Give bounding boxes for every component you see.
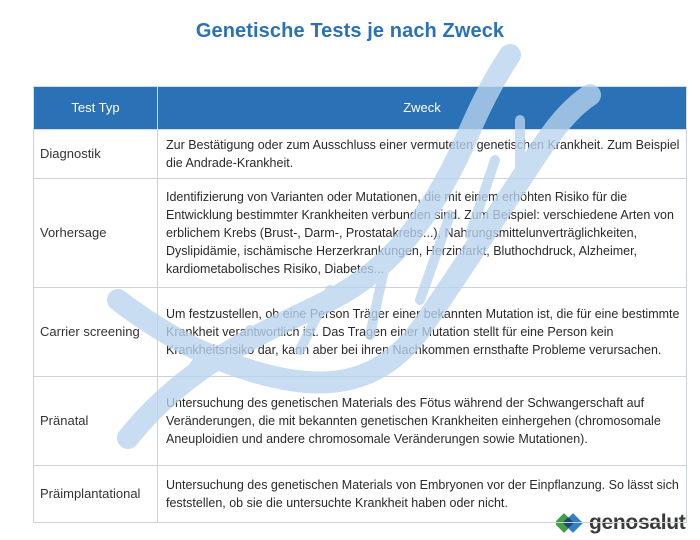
table-header-row bbox=[34, 87, 687, 130]
test-type-cell: Carrier screening bbox=[34, 288, 158, 377]
column-header-purpose: Zweck bbox=[158, 87, 687, 130]
purpose-cell: Identifizierung von Varianten oder Mutationen, die mit einem erhöhten Risiko für die Entwicklung bestimmter Krankheiten verbunden sind. Zum Beispiel: verschiedene Arten von erblichem Krebs (Brust-, Darm-, Prostatakrebs...), Nahrungsmittelunverträglichkeiten, Dyslipidämie, ischämische Herzerkrankungen, Herzinfarkt, Bluthochdruck, Alzheimer, kardiometabolisches Risiko, Diabetes... bbox=[158, 179, 687, 288]
column-header-test-type: Test Typ bbox=[34, 87, 158, 130]
purpose-cell: Zur Bestätigung oder zum Ausschluss einer vermuteten genetischen Krankheit. Zum Beispiel die Andrade-Krankheit. bbox=[158, 130, 687, 179]
test-type-cell: Pränatal bbox=[34, 377, 158, 466]
purpose-cell: Untersuchung des genetischen Materials des Fötus während der Schwangerschaft auf Veränderungen, die mit bekannten genetischen Krankheiten einhergehen (chromosomale Aneuploidien und andere chromosomale Veränderungen sowie Mutationen). bbox=[158, 377, 687, 466]
genetic-tests-table bbox=[33, 86, 687, 523]
table-row bbox=[34, 130, 687, 179]
test-type-cell: Vorhersage bbox=[34, 179, 158, 288]
table-row bbox=[34, 377, 687, 466]
page-title: Genetische Tests je nach Zweck bbox=[195, 20, 505, 42]
purpose-cell: Um festzustellen, ob eine Person Träger einer bekannten Mutation ist, die für eine bestimmte Krankheit verantwortlich ist. Das Tragen einer Mutation stellt für eine Person kein Krankheitsrisiko dar, kann aber bei ihren Nachkommen ernsthafte Probleme verursachen. bbox=[158, 288, 687, 377]
test-type-cell: Präimplantational bbox=[34, 466, 158, 523]
logo-wordmark: genosalut bbox=[589, 511, 686, 534]
table-row bbox=[34, 179, 687, 288]
table-row bbox=[34, 288, 687, 377]
table-row bbox=[34, 466, 687, 523]
purpose-cell: Untersuchung des genetischen Materials von Embryonen vor der Einpflanzung. So lässt sich feststellen, ob sie die untersuchte Krankheit haben oder nicht. bbox=[158, 466, 687, 523]
test-type-cell: Diagnostik bbox=[34, 130, 158, 179]
